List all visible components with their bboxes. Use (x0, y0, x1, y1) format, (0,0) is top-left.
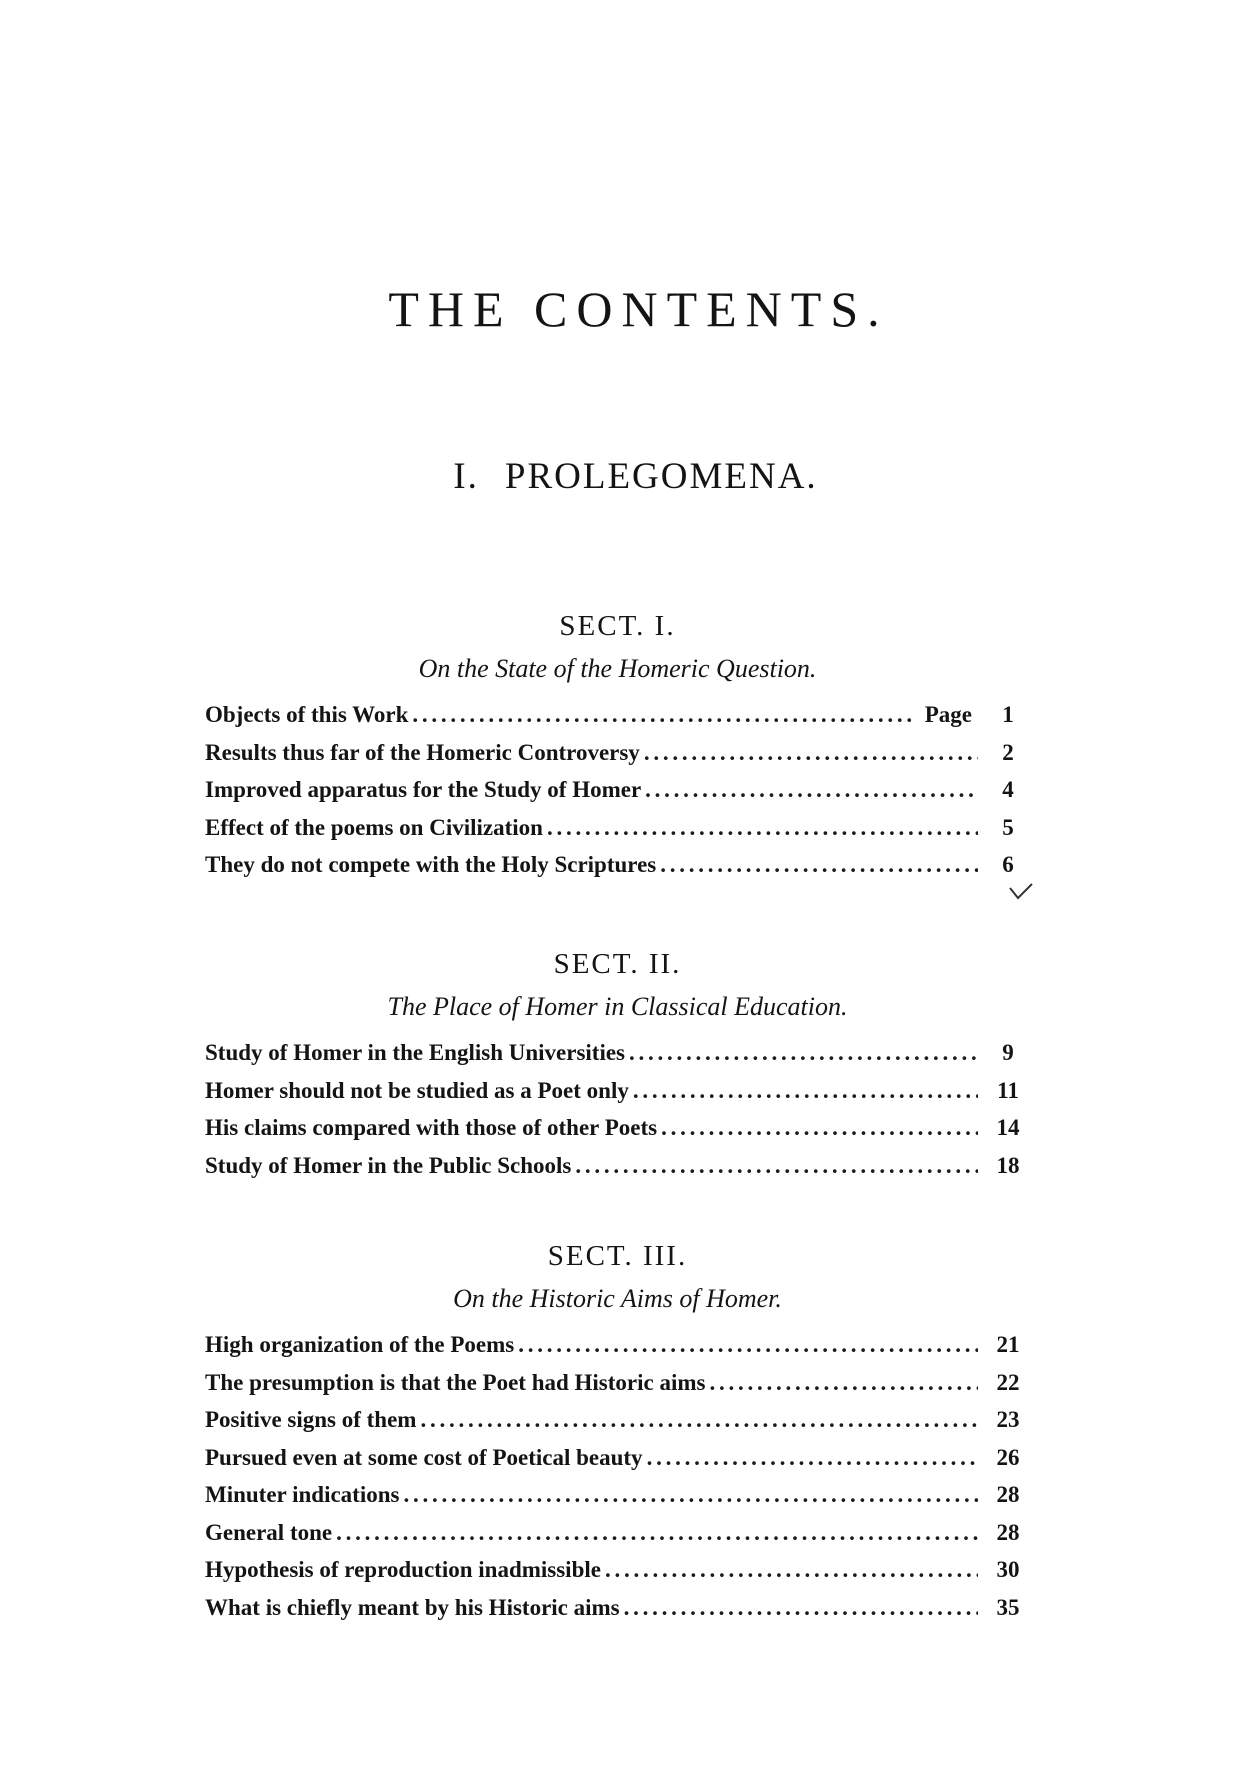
toc-entry (205, 1557, 1030, 1595)
part-title: PROLEGOMENA. (504, 456, 818, 497)
dot-leader (420, 1407, 978, 1433)
entry-page-number: 5 (1002, 814, 1014, 840)
entry-title: High organization of the Poems (205, 1332, 515, 1357)
entry-page-number: 28 (996, 1519, 1020, 1545)
toc-entry (205, 740, 1030, 778)
entry-title: His claims compared with those of other Poets (205, 1115, 658, 1140)
entry-page-number: 11 (997, 1077, 1019, 1103)
toc-entry (205, 1370, 1030, 1408)
entry-page-number: 22 (996, 1369, 1020, 1395)
entry-page-number: 23 (996, 1407, 1020, 1432)
section-heading: SECT. III. (547, 1240, 688, 1272)
entry-page-number: 1 (1002, 702, 1014, 727)
dot-leader (645, 777, 978, 803)
entry-page-number: 4 (1002, 777, 1014, 802)
handwritten-tick-mark (1008, 880, 1034, 904)
toc-entry (205, 1520, 1030, 1558)
entry-page-number: 21 (996, 1332, 1020, 1357)
toc-entry (205, 1153, 1030, 1191)
section-subtitle: On the Historic Aims of Homer. (453, 1284, 782, 1313)
entry-page-number: 18 (996, 1152, 1020, 1178)
dot-leader (629, 1040, 978, 1066)
dot-leader (336, 1520, 978, 1546)
entry-page-number: 26 (996, 1444, 1020, 1470)
section-entries (205, 1332, 1030, 1632)
dot-leader (518, 1332, 978, 1358)
entry-title: Positive signs of them (205, 1407, 417, 1432)
entry-page-number: 9 (1002, 1040, 1014, 1065)
toc-entry (205, 815, 1030, 853)
entry-page-number: 6 (1002, 852, 1014, 877)
entry-title: Study of Homer in the Public Schools (205, 1152, 572, 1178)
entry-title: Effect of the poems on Civilization (205, 814, 543, 840)
entry-page-number: 30 (996, 1557, 1020, 1582)
dot-leader (605, 1557, 978, 1583)
dot-leader (547, 815, 978, 841)
section-heading: SECT. I. (559, 610, 676, 642)
entry-title: Minuter indications (205, 1482, 400, 1507)
page-label: Page (924, 702, 972, 727)
entry-page-number: 28 (996, 1482, 1020, 1507)
toc-entry (205, 1482, 1030, 1520)
toc-entry (205, 1115, 1030, 1153)
dot-leader (403, 1482, 978, 1508)
toc-entry (205, 777, 1030, 815)
toc-entry (205, 1332, 1030, 1370)
section-3 (205, 1240, 1030, 1632)
dot-leader (633, 1078, 978, 1104)
entry-title: Study of Homer in the English Universities (205, 1040, 625, 1065)
section-subtitle: On the State of the Homeric Question. (418, 654, 817, 683)
entry-title: Homer should not be studied as a Poet only (205, 1077, 629, 1103)
entry-title: Improved apparatus for the Study of Homer (205, 777, 642, 802)
dot-leader (661, 1115, 978, 1141)
entry-title: General tone (205, 1519, 333, 1545)
section-entries (205, 702, 1030, 890)
entry-page-number: 2 (1002, 739, 1014, 765)
entry-title: What is chiefly meant by his Historic aims (205, 1594, 620, 1620)
part-heading (0, 455, 1259, 498)
toc-entry (205, 1078, 1030, 1116)
entry-title: Objects of this Work (205, 702, 409, 727)
entry-title: They do not compete with the Holy Scriptures (205, 852, 657, 877)
section-2 (205, 948, 1030, 1190)
dot-leader (575, 1153, 978, 1179)
toc-entry (205, 1407, 1030, 1445)
dot-leader (709, 1370, 978, 1396)
dot-leader (624, 1595, 978, 1621)
section-heading: SECT. II. (553, 948, 682, 980)
toc-entry (205, 1595, 1030, 1633)
entry-page-number: 35 (996, 1594, 1020, 1620)
part-number: I. (453, 456, 479, 497)
entry-title: The presumption is that the Poet had Historic aims (205, 1369, 706, 1395)
page-title: THE CONTENTS. (388, 281, 889, 337)
toc-entry (205, 852, 1030, 890)
entry-title: Results thus far of the Homeric Controversy (205, 739, 640, 765)
section-entries (205, 1040, 1030, 1190)
section-1 (205, 610, 1030, 890)
dot-leader (647, 1445, 978, 1471)
section-subtitle: The Place of Homer in Classical Education. (387, 992, 848, 1021)
toc-entry (205, 702, 1030, 740)
entry-page-number: 14 (996, 1115, 1020, 1140)
entry-title: Hypothesis of reproduction inadmissible (205, 1557, 601, 1582)
toc-entry (205, 1040, 1030, 1078)
dot-leader (660, 852, 978, 878)
dot-leader (644, 740, 978, 766)
dot-leader (412, 702, 916, 728)
toc-entry (205, 1445, 1030, 1483)
entry-title: Pursued even at some cost of Poetical beauty (205, 1444, 643, 1470)
